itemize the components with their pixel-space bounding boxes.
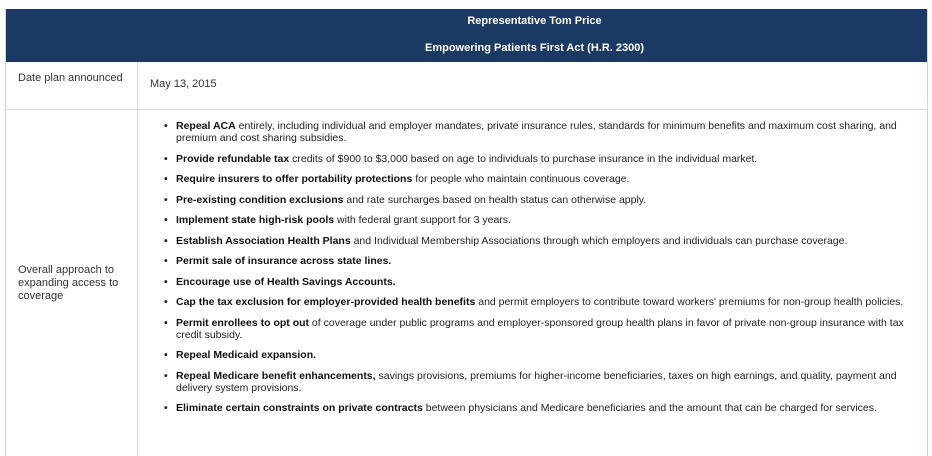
item-bold: Encourage use of Health Savings Accounts. bbox=[176, 275, 396, 288]
header-sponsor: Representative Tom Price bbox=[467, 15, 602, 27]
list-item bbox=[164, 296, 919, 308]
item-text: between physicians and Medicare beneficiaries and the amount that can be charged for services. bbox=[422, 402, 877, 414]
list-item bbox=[164, 194, 919, 206]
item-text: with federal grant support for 3 years. bbox=[334, 214, 511, 226]
item-bold: Pre-existing condition exclusions bbox=[176, 193, 344, 206]
approach-label: Overall approach to expanding access to coverage bbox=[18, 263, 119, 302]
item-bold: Cap the tax exclusion for employer-provided health benefits bbox=[176, 296, 476, 308]
date-value: May 13, 2015 bbox=[150, 78, 217, 90]
item-bold: Eliminate certain constraints on private contracts bbox=[176, 402, 423, 414]
list-item bbox=[164, 153, 919, 165]
approach-row bbox=[6, 110, 927, 456]
item-text: and rate surcharges based on health status can otherwise apply. bbox=[343, 193, 647, 206]
list-item bbox=[164, 214, 919, 226]
table-header bbox=[6, 9, 927, 62]
date-row bbox=[6, 62, 927, 110]
list-item bbox=[164, 235, 919, 247]
list-item bbox=[164, 402, 919, 414]
item-text: entirely, including individual and employer mandates, private insurance rules, standards for minimum benefits and maximum cost sharing, and premium and cost sharing subsidies. bbox=[176, 120, 897, 144]
list-item bbox=[164, 349, 919, 361]
item-bold: Provide refundable tax bbox=[176, 152, 290, 165]
list-item bbox=[164, 370, 919, 394]
date-label: Date plan announced bbox=[6, 62, 138, 109]
item-text: credits of $900 to $3,000 based on age to individuals to purchase insurance in the individual market. bbox=[289, 152, 758, 165]
list-item bbox=[164, 173, 919, 185]
approach-list bbox=[150, 110, 927, 414]
item-bold: Permit enrollees to opt out bbox=[176, 316, 310, 329]
approach-value-cell bbox=[138, 110, 927, 456]
approach-label-cell bbox=[6, 110, 138, 456]
list-item bbox=[164, 255, 919, 267]
item-text: for people who maintain continuous coverage. bbox=[412, 173, 630, 185]
item-text: and permit employers to contribute toward workers' premiums for non-group health policies. bbox=[475, 296, 904, 308]
item-text: savings provisions, premiums for higher-income beneficiaries, taxes on high earnings, and quality, payment and delivery system provisions. bbox=[176, 369, 897, 394]
item-text: of coverage under public programs and employer-sponsored group health plans in favor of private non-group insurance with tax credit subsidy. bbox=[176, 316, 904, 341]
item-bold: Implement state high-risk pools bbox=[176, 214, 335, 226]
item-bold: Require insurers to offer portability protections bbox=[176, 173, 413, 185]
header-bill-title: Empowering Patients First Act (H.R. 2300) bbox=[424, 42, 645, 54]
list-item bbox=[164, 317, 919, 341]
item-bold: Repeal Medicaid expansion. bbox=[176, 349, 317, 361]
item-bold: Repeal Medicare benefit enhancements, bbox=[176, 369, 376, 382]
item-bold: Establish Association Health Plans bbox=[176, 234, 351, 247]
plan-table bbox=[5, 9, 928, 456]
list-item bbox=[164, 120, 919, 144]
item-bold: Repeal ACA bbox=[176, 120, 236, 132]
list-item bbox=[164, 276, 919, 288]
item-bold: Permit sale of insurance across state lines. bbox=[176, 255, 392, 267]
item-text: and Individual Membership Associations through which employers and individuals can purchase coverage. bbox=[350, 234, 848, 247]
